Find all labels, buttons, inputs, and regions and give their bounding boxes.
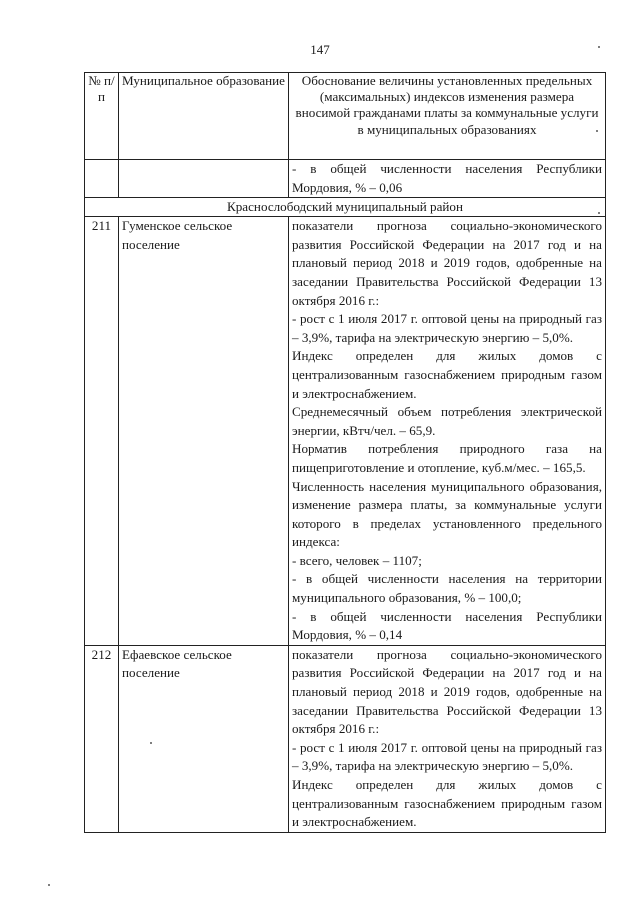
header-municipality: Муниципальное образование <box>119 73 289 160</box>
municipality-cell <box>119 645 289 832</box>
scan-speck <box>48 884 50 886</box>
region-row <box>85 198 606 217</box>
justification-line: Численность населения муниципального образования, изменение размера платы, за коммунальные услуги которого в пределах установленного предельного индекса: <box>292 478 602 550</box>
continuation-num-cell <box>85 160 119 198</box>
table-row <box>85 217 606 646</box>
justification-cell <box>289 645 606 832</box>
justification-line: - всего, человек – 1107; <box>292 552 422 568</box>
continuation-line: - в общей численности населения Республики Мордовия, % – 0,06 <box>292 161 602 195</box>
header-justification: Обоснование величины установленных предельных (максимальных) индексов изменения размера вносимой гражданами платы за коммунальные услуги в муниципальных образованиях <box>289 73 606 160</box>
scan-speck <box>598 46 600 48</box>
justification-table <box>84 72 606 833</box>
justification-line: показатели прогноза социально-экономического развития Российской Федерации на 2017 год и на плановый период 2018 и 2019 годов, одобренные на заседании Правительства Российской Федерации 13 октября 2016 г.: <box>292 646 602 737</box>
scan-speck <box>598 212 600 214</box>
scan-speck <box>596 130 598 132</box>
scan-speck <box>150 742 152 744</box>
row-number: 211 <box>85 217 119 646</box>
page-number: 147 <box>310 42 330 57</box>
region-title: Краснослободский муниципальный район <box>85 198 606 217</box>
table-row <box>85 645 606 832</box>
justification-line: показатели прогноза социально-экономического развития Российской Федерации на 2017 год и на плановый период 2018 и 2019 годов, одобренные на заседании Правительства Российской Федерации 13 октября 2016 г.: <box>292 218 602 308</box>
row-number: 212 <box>85 645 119 832</box>
justification-line: - рост с 1 июля 2017 г. оптовой цены на природный газ – 3,9%, тарифа на электрическую энергию – 5,0%. <box>292 739 602 774</box>
justification-line: Индекс определен для жилых домов с централизованным газоснабжением природным газом и электроснабжением. <box>292 777 602 830</box>
continuation-row <box>85 160 606 198</box>
continuation-municipality-cell <box>119 160 289 198</box>
table-header-row <box>85 73 606 160</box>
municipality-name: Гуменское сельское поселение <box>122 218 233 252</box>
justification-line: - в общей численности населения на территории муниципального образования, % – 100,0; <box>292 571 602 606</box>
continuation-justification-cell <box>289 160 606 198</box>
justification-cell <box>289 217 606 646</box>
municipality-name: Ефаевское сельское поселение <box>122 646 232 681</box>
justification-line: Среднемесячный объем потребления электрической энергии, кВтч/чел. – 65,9. <box>292 404 602 438</box>
justification-line: - рост с 1 июля 2017 г. оптовой цены на природный газ – 3,9%, тарифа на электрическую энергию – 5,0%. <box>292 311 602 345</box>
justification-line: Индекс определен для жилых домов с централизованным газоснабжением природным газом и электроснабжением. <box>292 348 602 401</box>
justification-line: Норматив потребления природного газа на пищеприготовление и отопление, куб.м/мес. – 165,5. <box>292 441 602 475</box>
municipality-cell <box>119 217 289 646</box>
justification-line: - в общей численности населения Республики Мордовия, % – 0,14 <box>292 608 602 643</box>
header-num: № п/п <box>85 73 119 160</box>
